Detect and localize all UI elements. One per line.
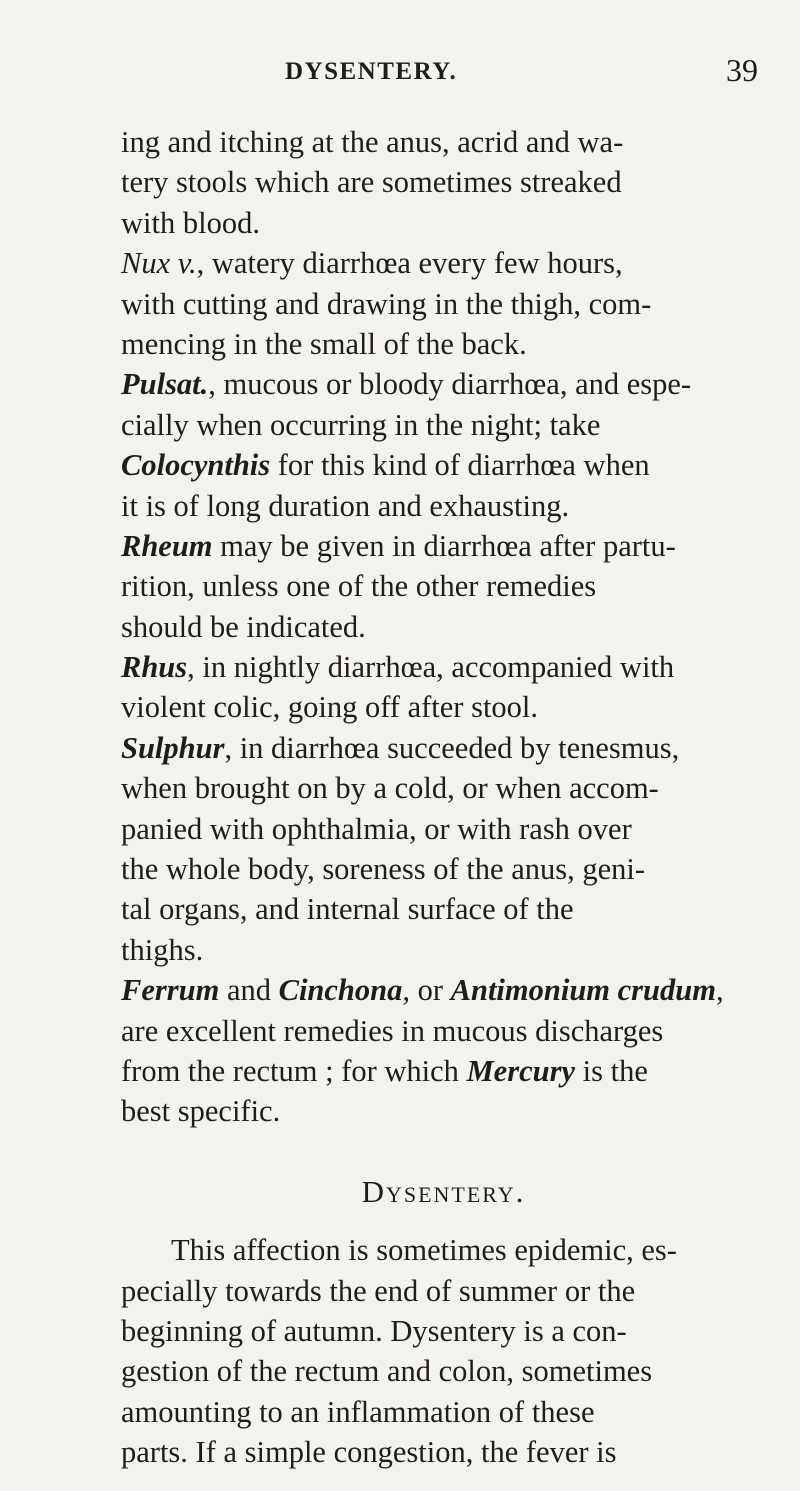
text-run: mencing in the small of the back. (121, 326, 527, 361)
text-run: it is of long duration and exhausting. (121, 488, 570, 523)
section-heading: Dysentery. (361, 1173, 526, 1209)
text-run: tery stools which are sometimes streaked (121, 165, 622, 200)
text-line (121, 970, 766, 1010)
text-line (121, 243, 766, 283)
text-line (121, 687, 766, 727)
remedy-name: Nux v. (121, 246, 197, 281)
text-line (121, 284, 766, 324)
text-line (121, 728, 766, 768)
remedy-name: Ferrum (121, 973, 220, 1008)
text-line (121, 889, 766, 929)
text-run: the whole body, soreness of the anus, geni- (121, 852, 646, 887)
remedy-name: Antimonium crudum (450, 973, 716, 1008)
text-run: , in nightly diarrhœa, accompanied with (187, 650, 675, 685)
text-run: beginning of autumn. Dysentery is a con- (121, 1313, 627, 1348)
text-line (121, 445, 766, 485)
text-line (121, 607, 766, 647)
text-run: amounting to an inflammation of these (121, 1394, 595, 1429)
text-line (121, 405, 766, 445)
text-line (121, 122, 766, 162)
text-line (121, 1432, 766, 1472)
text-line (121, 1271, 766, 1311)
text-run: pecially towards the end of summer or the (121, 1273, 636, 1308)
running-head (0, 52, 800, 98)
text-run: , or (402, 973, 451, 1008)
text-line (121, 1351, 766, 1391)
text-run: from the rectum ; for which (121, 1053, 467, 1088)
text-run: cially when occurring in the night; take (121, 407, 601, 442)
text-line (121, 203, 766, 243)
text-run: when brought on by a cold, or when accom- (121, 771, 659, 806)
text-line (121, 1230, 766, 1270)
text-run: with cutting and drawing in the thigh, com- (121, 286, 652, 321)
text-run: panied with ophthalmia, or with rash over (121, 811, 632, 846)
text-run: ing and itching at the anus, acrid and wa- (121, 125, 624, 159)
text-line (121, 647, 766, 687)
remedy-name: Sulphur (121, 730, 225, 765)
text-run: rition, unless one of the other remedies (121, 569, 597, 604)
text-line (121, 364, 766, 404)
text-line (121, 486, 766, 526)
text-line (121, 768, 766, 808)
text-line (121, 566, 766, 606)
text-run: thighs. (121, 932, 204, 967)
text-line (121, 849, 766, 889)
remedy-name: Rheum (121, 528, 213, 563)
page-number: 39 (726, 52, 758, 88)
text-line (121, 1051, 766, 1091)
text-run: , (715, 973, 724, 1008)
text-run: gestion of the rectum and colon, sometimes (121, 1354, 653, 1389)
text-line (121, 930, 766, 970)
text-run: violent colic, going off after stool. (121, 690, 539, 725)
text-run: and (219, 973, 279, 1008)
text-run: , mucous or bloody diarrhœa, and espe- (208, 367, 692, 402)
remedy-name: Pulsat. (121, 367, 209, 402)
text-line (121, 162, 766, 202)
remedy-name: Rhus (121, 650, 188, 685)
text-run: parts. If a simple congestion, the fever is (121, 1435, 617, 1470)
text-run: , watery diarrhœa every few hours, (196, 246, 623, 281)
text-line (121, 1311, 766, 1351)
text-run: best specific. (121, 1094, 281, 1129)
text-run: This affection is sometimes epidemic, es- (171, 1233, 677, 1268)
remedy-paragraphs (121, 122, 766, 1132)
text-line (121, 809, 766, 849)
dysentery-paragraph (121, 1230, 766, 1472)
remedy-name: Cinchona (278, 973, 403, 1008)
text-line (121, 324, 766, 364)
text-run: are excellent remedies in mucous discharges (121, 1013, 664, 1048)
remedy-name: Colocynthis (121, 448, 271, 483)
text-line (121, 1011, 766, 1051)
text-run: with blood. (121, 205, 260, 240)
text-run: tal organs, and internal surface of the (121, 892, 574, 927)
text-run: should be indicated. (121, 609, 366, 644)
text-run: is the (575, 1053, 648, 1088)
text-run: may be given in diarrhœa after partu- (212, 528, 676, 563)
text-line (121, 1392, 766, 1432)
running-head-title: DYSENTERY. (285, 58, 458, 85)
remedy-name: Mercury (466, 1053, 575, 1088)
text-line (121, 1091, 766, 1131)
text-line (121, 526, 766, 566)
text-run: , in diarrhœa succeeded by tenesmus, (224, 730, 680, 765)
body-text (121, 122, 766, 1473)
text-run: for this kind of diarrhœa when (270, 448, 650, 483)
